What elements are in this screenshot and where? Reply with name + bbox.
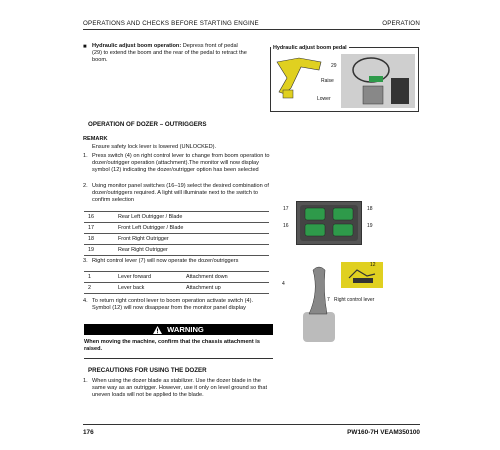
precaution-1-num: 1. [83,378,88,384]
monitor-panel-illustration [297,202,361,244]
warning-label: WARNING [167,325,204,334]
step-1-text: Press switch (4) on right control lever to change from boom operation to dozer/outrigger operation (attachment).The monitor will now display symbol (12) indicating the dozer/outrigger option has been selected [92,153,270,173]
document-code: PW160-7H VEAM350100 [347,429,420,436]
warning-text: When moving the machine, confirm that the chassis attachment is raised. [84,339,260,352]
cell-label: Front Left Outrigger / Blade [114,223,269,234]
step-1-num: 1. [83,153,88,159]
monitor-panel-figure [296,201,362,245]
boom-pedal-figure-title: Hydraulic adjust boom pedal [273,45,347,51]
cell-num: 19 [84,245,114,256]
hydraulic-paragraph [92,43,249,64]
cell-result: Attachment down [182,272,269,283]
remark-text: Ensure safety lock lever is lowered (UNLOCKED). [92,144,217,150]
table-row [84,283,269,294]
table-row [84,272,269,283]
cell-result: Attachment up [182,283,269,294]
cell-label: Front Right Outrigger [114,234,269,245]
switch-table [84,211,269,256]
pedal-label-raise: Raise [321,78,334,84]
cell-num: 18 [84,234,114,245]
remark-title: REMARK [83,136,108,142]
cell-num: 2 [84,283,114,294]
panel-label-19: 19 [367,223,373,229]
table-row [84,234,269,245]
cell-num: 16 [84,212,114,223]
boom-pedal-figure [270,47,419,112]
table-row [84,245,269,256]
lever-label-4: 4 [282,281,285,287]
control-lever-figure [283,262,383,344]
header-left: OPERATIONS AND CHECKS BEFORE STARTING ENGINE [83,20,259,27]
cell-action: Lever forward [114,272,182,283]
pedal-label-lower: Lower [317,96,331,102]
cell-num: 17 [84,223,114,234]
warning-bar [84,324,273,335]
hydraulic-bold: Hydraulic adjust boom operation: [92,43,182,49]
step-3-num: 3. [83,258,88,264]
header-right: OPERATION [382,20,420,27]
cell-label: Rear Left Outrigger / Blade [114,212,269,223]
panel-label-18: 18 [367,206,373,212]
hydraulic-text: Depress front of pedal (29) to extend the boom and the rear of the pedal to retract the boom. [92,43,247,63]
step-3-text: Right control lever (7) will now operate the dozer/outriggers [92,258,239,264]
dozer-section-title: OPERATION OF DOZER – OUTRIGGERS [88,121,207,128]
lever-label-7: 7 [327,297,330,303]
warning-triangle-icon [153,326,162,334]
bullet-icon: ■ [83,44,87,50]
precautions-title: PRECAUTIONS FOR USING THE DOZER [88,367,207,374]
page-number: 176 [83,429,94,436]
panel-label-16: 16 [283,223,289,229]
cell-num: 1 [84,272,114,283]
step-2-num: 2. [83,183,88,189]
table-row [84,212,269,223]
cell-action: Lever back [114,283,182,294]
lever-table [84,271,269,294]
table-row [84,223,269,234]
step-2-text: Using monitor panel switches (16–19) select the desired combination of dozer/outriggers required. A light will illuminate next to the switch to confirm selection [92,183,269,203]
step-4-text: To return right control lever to boom operation activate switch (4). Symbol (12) will now disappear from the monitor panel display [92,298,254,311]
lever-label-12: 12 [370,262,376,268]
footer-rule [83,424,420,425]
pedal-label-29: 29 [331,63,337,69]
panel-label-17: 17 [283,206,289,212]
step-4-num: 4. [83,298,88,304]
header-rule [83,29,420,30]
lever-caption: Right control lever [334,297,375,303]
warning-rule [84,358,273,359]
cell-label: Rear Right Outrigger [114,245,269,256]
precaution-1-text: When using the dozer blade as stabilizer. Use the dozer blade in the same way as an outrigger. However, use it only on level ground so that uneven loads will not be applied to the blade. [92,378,268,398]
boom-pedal-illustration [271,48,418,111]
control-lever-illustration [283,262,383,344]
